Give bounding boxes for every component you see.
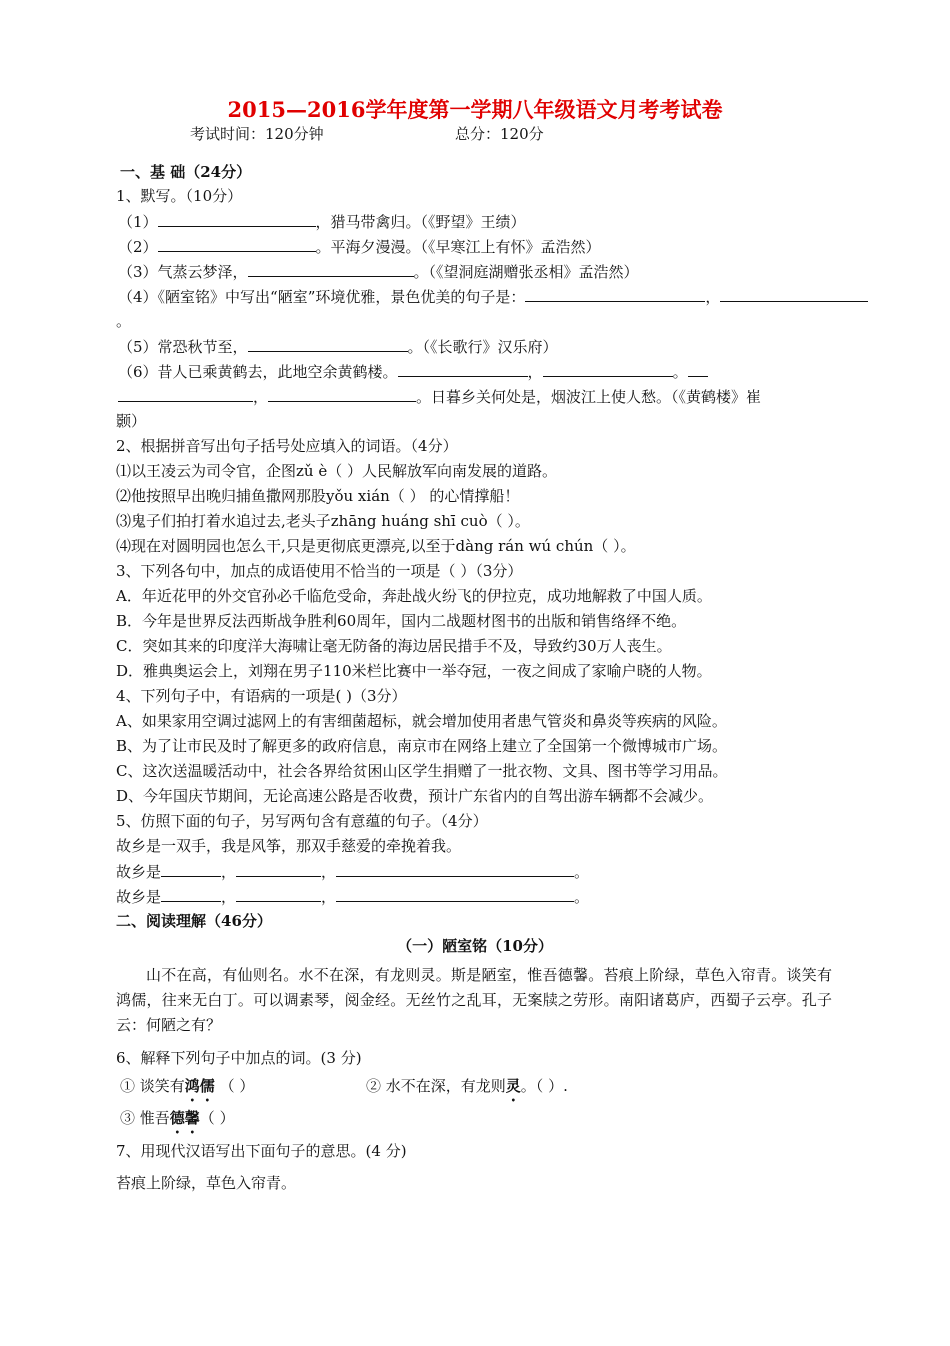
q5-example: 故乡是一双手，我是风筝，那双手慈爱的牵挽着我。 — [116, 837, 462, 855]
question-4: 4、下列句子中，有语病的一项是( )（3分） — [116, 687, 407, 705]
blank[interactable] — [236, 886, 321, 902]
q4-option-b: B、为了让市民及时了解更多的政府信息，南京市在网络上建立了全国第一个微博城市广场。 — [116, 737, 728, 755]
q2-item-2: ⑵他按照早出晚归捕鱼撒网那股yǒu xián（ ） 的心情撑船！ — [116, 487, 520, 505]
blank[interactable] — [720, 286, 868, 302]
blank[interactable] — [158, 236, 316, 252]
blank[interactable] — [248, 336, 408, 352]
q1-item-2: （2） 。平海夕漫漫。（《早寒江上有怀》孟浩然） — [118, 238, 601, 256]
question-5: 5、仿照下面的句子，另写两句含有意蕴的句子。（4分） — [116, 812, 488, 830]
q1-item-6-end: 颢） — [116, 412, 147, 430]
q3-option-c: C．突如其来的印度洋大海啸让毫无防备的海边居民措手不及，导致约30万人丧生。 — [116, 637, 672, 655]
q3-option-a: A．年近花甲的外交官孙必千临危受命，奔赴战火纷飞的伊拉克，成功地解救了中国人质。 — [116, 587, 712, 605]
q6-item-2: ② 水不在深，有龙则灵。（ ）. — [366, 1077, 568, 1095]
blank[interactable] — [161, 886, 221, 902]
section-1-heading: 一、基 础（24分） — [120, 163, 252, 181]
blank[interactable] — [525, 286, 705, 302]
passage-text: 山不在高，有仙则名。水不在深，有龙则灵。斯是陋室，惟吾德馨。苔痕上阶绿，草色入帘青。谈笑有鸿儒，往来无白丁。可以调素琴，阅金经。无丝竹之乱耳，无案牍之劳形。南阳诸葛庐，西蜀子云亭。孔子云：何陋之有？ — [116, 966, 832, 1034]
q2-item-1: ⑴以王凌云为司令官，企图zǔ è（ ）人民解放军向南发展的道路。 — [116, 462, 557, 480]
question-2: 2、根据拼音写出句子括号处应填入的词语。（4分） — [116, 437, 458, 455]
q5-line-2: 故乡是 ， ， 。 — [116, 888, 590, 906]
q2-item-4: ⑷现在对圆明园也怎么干,只是更彻底更漂亮,以至于dàng rán wú chún（ ）。 — [116, 537, 636, 555]
exam-time: 考试时间：120分钟 — [190, 125, 324, 143]
blank[interactable] — [268, 386, 416, 402]
q1-item-4: （4）《陋室铭》中写出“陋室”环境优雅，景色优美的句子是： ， — [118, 286, 868, 307]
question-7: 7、用现代汉语写出下面句子的意思。(4 分) — [116, 1142, 407, 1160]
blank[interactable] — [236, 861, 321, 877]
q6-item-3: ③ 惟吾德馨（ ） — [120, 1109, 235, 1127]
passage-title: （一）陋室铭（10分） — [397, 937, 553, 955]
q2-item-3: ⑶鬼子们拍打着水追过去,老头子zhāng huáng shī cuò（ ）。 — [116, 512, 530, 530]
q6-item-1: ① 谈笑有鸿儒 （ ） — [120, 1077, 255, 1095]
q1-item-4-end: 。 — [116, 312, 132, 330]
q5-line-1: 故乡是 ， ， 。 — [116, 863, 590, 881]
blank[interactable] — [118, 386, 253, 402]
section-2-heading: 二、阅读理解（46分） — [116, 912, 272, 930]
question-1: 1、默写。（10分） — [116, 187, 243, 205]
q1-item-6-line2: ， 。日暮乡关何处是，烟波江上使人愁。（《黄鹤楼》崔 — [118, 386, 761, 407]
q1-item-6: （6）昔人已乘黄鹤去，此地空余黄鹤楼。 ， 。 — [118, 361, 708, 382]
question-6: 6、解释下列句子中加点的词。(3 分) — [116, 1049, 362, 1067]
q1-item-1: （1） ，猎马带禽归。（《野望》王绩） — [118, 213, 526, 231]
q4-option-d: D、今年国庆节期间，无论高速公路是否收费，预计广东省内的自驾出游车辆都不会减少。 — [116, 787, 714, 805]
q7-sentence: 苔痕上阶绿，草色入帘青。 — [116, 1174, 297, 1192]
q4-option-a: A、如果家用空调过滤网上的有害细菌超标，就会增加使用者患气管炎和鼻炎等疾病的风险。 — [116, 712, 727, 730]
blank[interactable] — [336, 861, 574, 877]
blank[interactable] — [158, 211, 316, 227]
exam-total-score: 总分：120分 — [455, 125, 544, 143]
blank[interactable] — [161, 861, 221, 877]
exam-title: 2015—2016学年度第一学期八年级语文月考考试卷 — [227, 97, 723, 122]
blank[interactable] — [336, 886, 574, 902]
q3-option-b: B．今年是世界反法西斯战争胜利60周年，国内二战题材图书的出版和销售络绎不绝。 — [116, 612, 687, 630]
blank[interactable] — [688, 361, 708, 377]
q1-item-5: （5）常恐秋节至， 。（《长歌行》汉乐府） — [118, 338, 558, 356]
blank[interactable] — [398, 361, 528, 377]
question-3: 3、下列各句中，加点的成语使用不恰当的一项是（ ）（3分） — [116, 562, 523, 580]
blank[interactable] — [248, 261, 414, 277]
blank[interactable] — [543, 361, 673, 377]
q4-option-c: C、这次送温暖活动中，社会各界给贫困山区学生捐赠了一批衣物、文具、图书等学习用品。 — [116, 762, 728, 780]
q3-option-d: D．雅典奥运会上，刘翔在男子110米栏比赛中一举夺冠，一夜之间成了家喻户晓的人物。 — [116, 662, 712, 680]
q1-item-3: （3）气蒸云梦泽， 。（《望洞庭湖赠张丞相》孟浩然） — [118, 263, 639, 281]
